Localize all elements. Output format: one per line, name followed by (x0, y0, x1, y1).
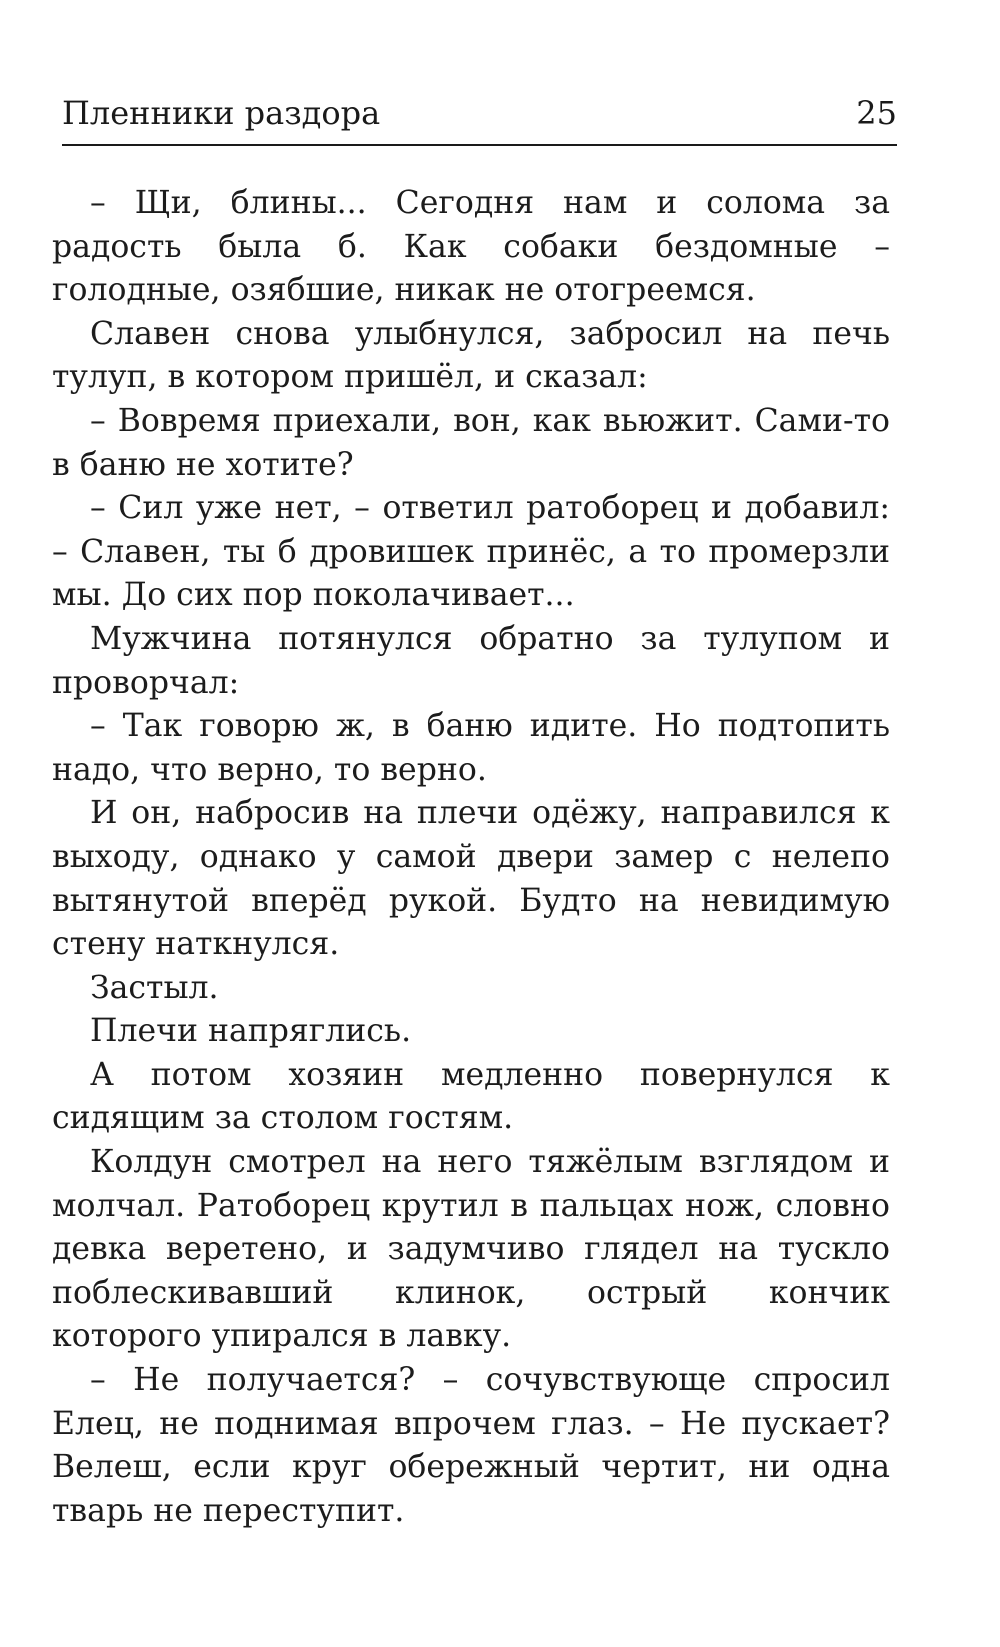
paragraph: – Вовремя приехали, вон, как вьюжит. Сами-то в баню не хотите? (52, 402, 890, 483)
paragraph: Колдун смотрел на него тяжёлым взглядом и молчал. Ратоборец крутил в пальцах нож, словно девка веретено, и задумчиво глядел на тускло поблескивавший клинок, острый кончик которого упирался в лавку. (52, 1144, 890, 1355)
paragraph: Славен снова улыбнулся, забросил на печь тулуп, в котором пришёл, и сказал: (52, 315, 890, 396)
paragraph: – Сил уже нет, – ответил ратоборец и добавил: – Славен, ты б дровишек принёс, а то промерзли мы. До сих пор поколачивает... (52, 490, 890, 614)
body-text (52, 182, 890, 1533)
paragraph: И он, набросив на плечи одёжу, направился к выходу, однако у самой двери замер с нелепо вытянутой вперёд рукой. Будто на невидимую стену наткнулся. (52, 795, 890, 963)
paragraph: Застыл. (90, 969, 219, 1006)
paragraph: – Так говорю ж, в баню идите. Но подтопить надо, что верно, то верно. (52, 708, 890, 788)
paragraph: А потом хозяин медленно повернулся к сидящим за столом гостям. (52, 1056, 890, 1137)
running-head (62, 84, 897, 146)
book-title: Пленники раздора (62, 94, 381, 132)
page-number: 25 (856, 94, 897, 132)
paragraph: – Не получается? – сочувствующе спросил Елец, не поднимая впрочем глаз. – Не пускает? Велеш, если круг обережный чертит, ни одна тварь не переступит. (52, 1362, 890, 1529)
paragraph: Мужчина потянулся обратно за тулупом и проворчал: (52, 620, 890, 701)
paragraph: – Щи, блины... Сегодня нам и солома за радость была б. Как собаки бездомные – голодные, озябшие, никак не отогреемся. (52, 185, 890, 309)
paragraph: Плечи напряглись. (90, 1013, 412, 1050)
